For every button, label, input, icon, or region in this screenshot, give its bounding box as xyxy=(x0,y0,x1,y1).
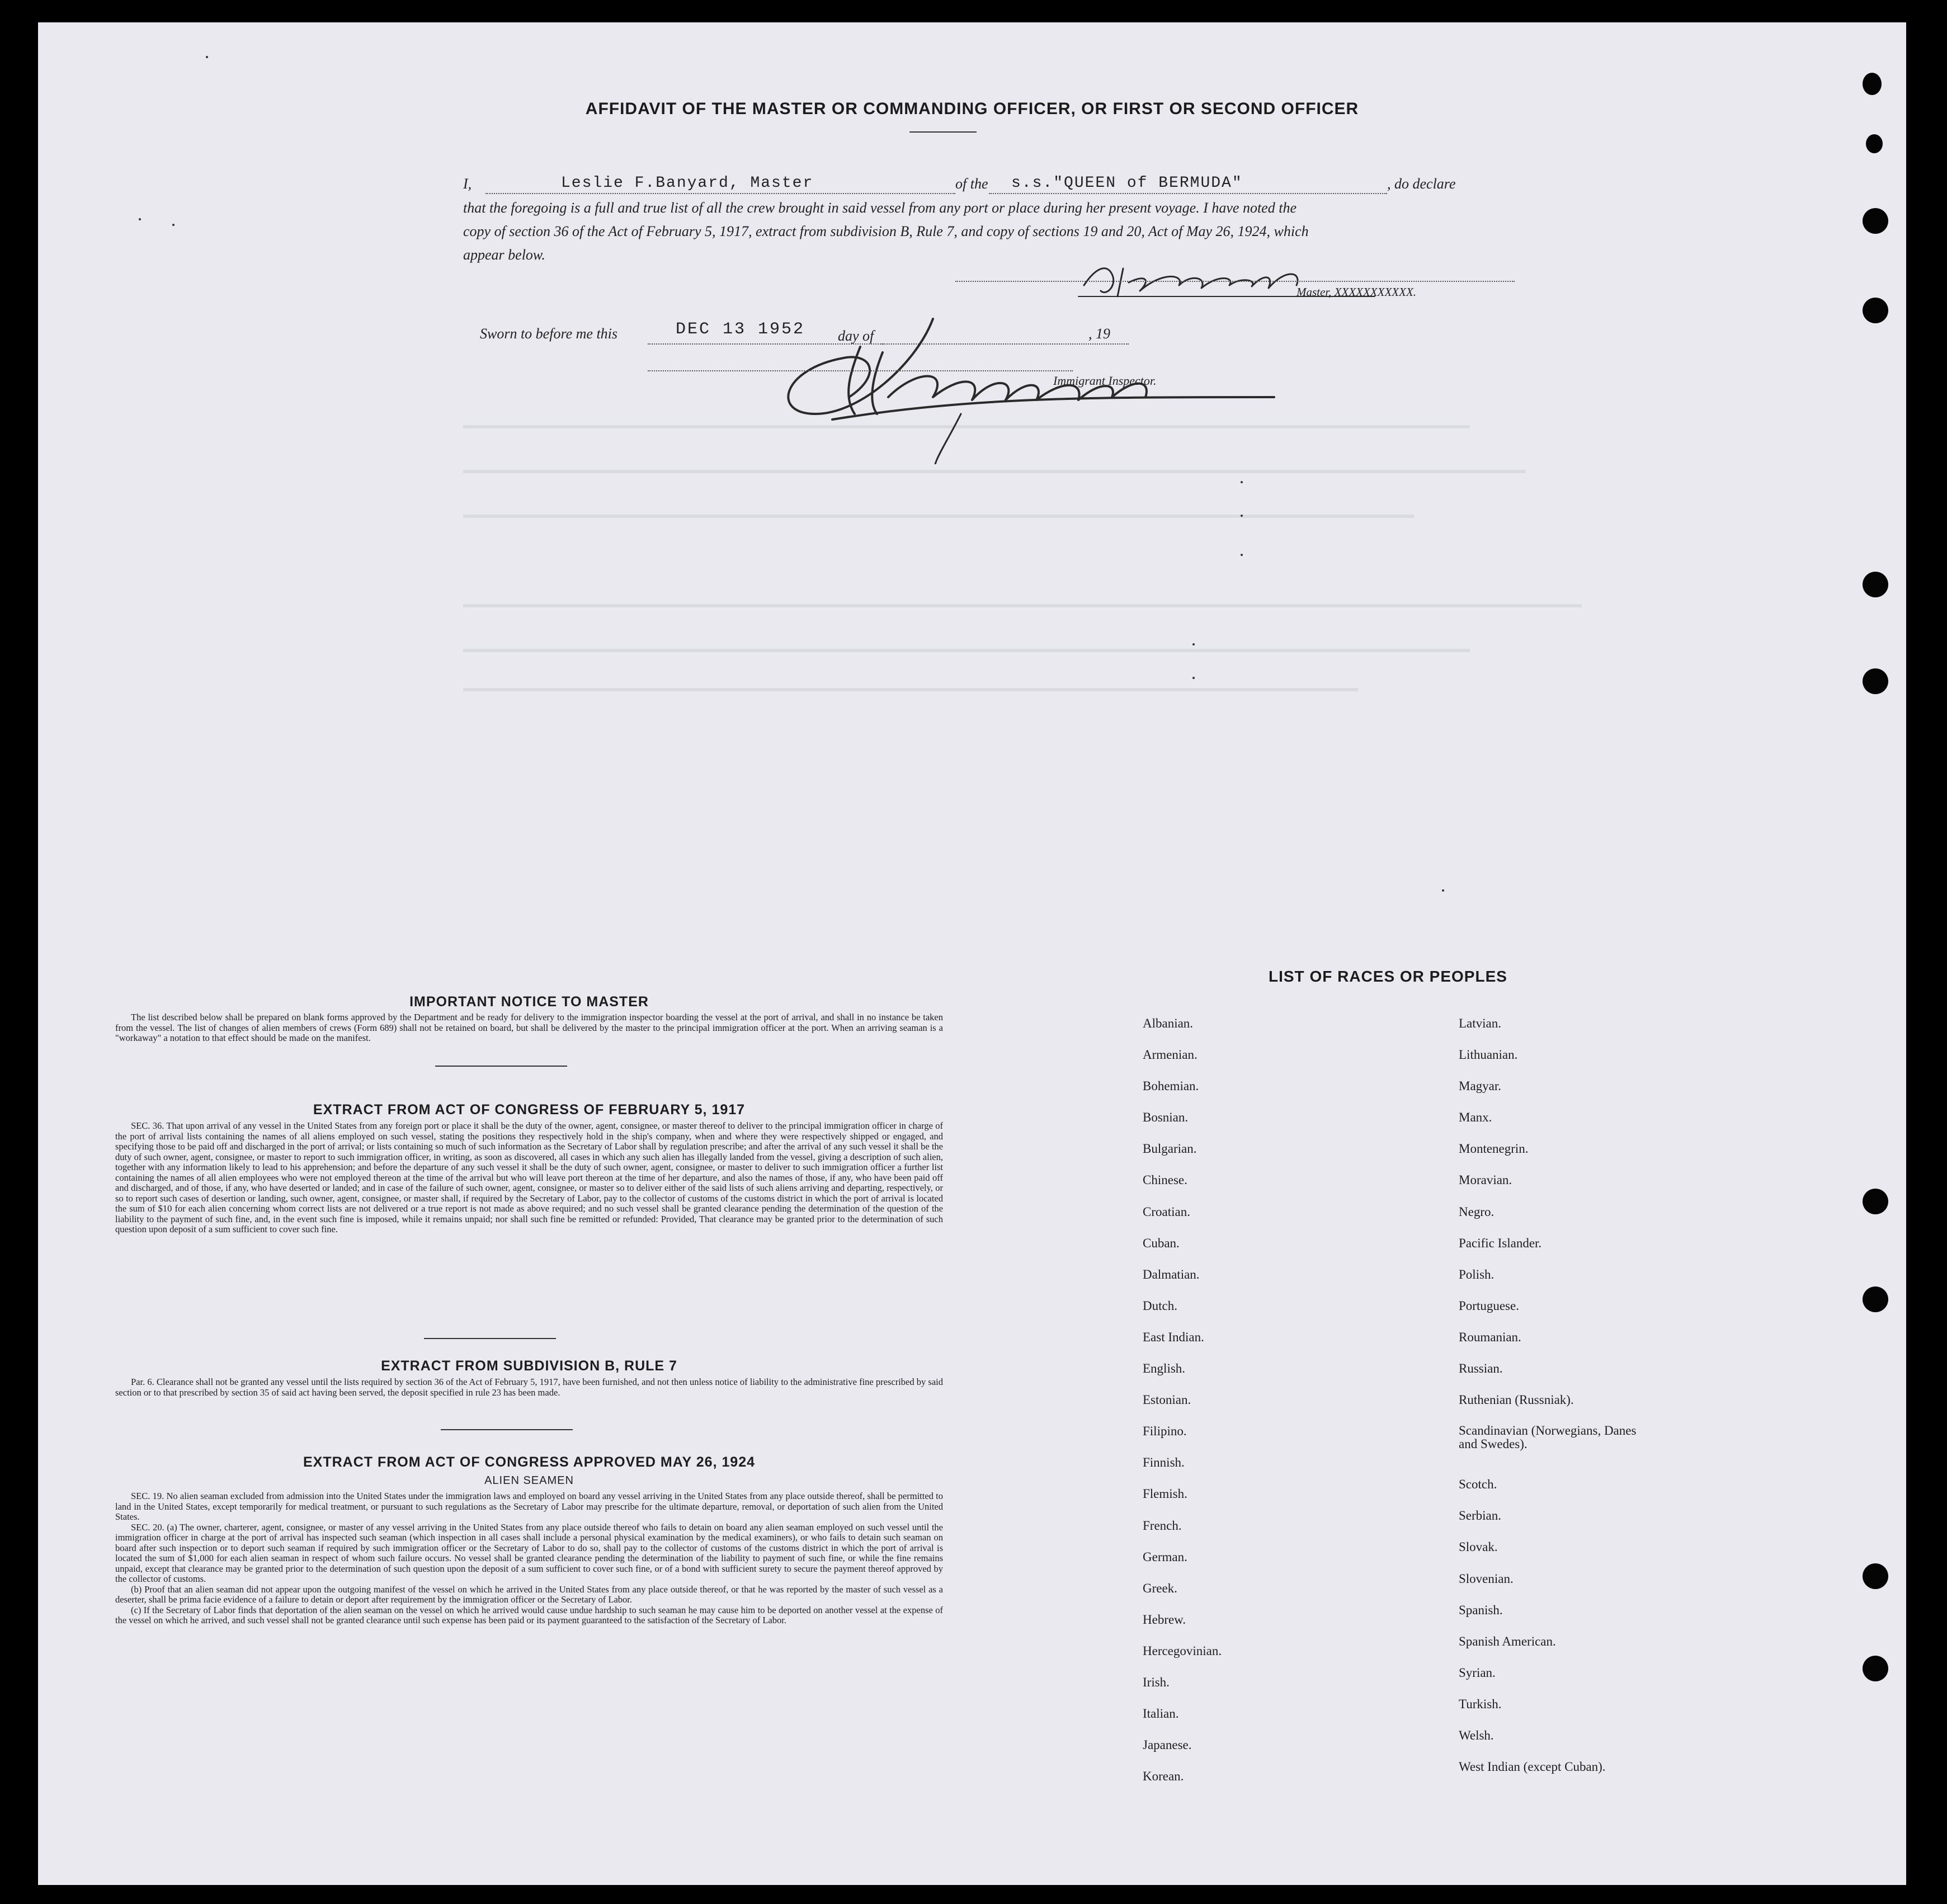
sec-19-text: SEC. 19. No alien seaman excluded from admission into the United States under the immigration laws and employed on board any vessel arriving in the United States from any place outside thereof, shall be permitted to land in the United States, except temporarily for medical treatment, or pursuant to such regulations as the Secretary of Labor may prescribe for the ultimate departure, removal, or deportation of such alien from the United States. xyxy=(115,1491,943,1522)
declaration-line-3: copy of section 36 of the Act of February 5, 1917, extract from subdivision B, Rule 7, and copy of sections 19 and 20, Act of May 26, 1924, which xyxy=(463,223,1309,239)
notice-text: The list described below shall be prepared on blank forms approved by the Department and be ready for delivery to the immigration inspector boarding the vessel at the port of arrival, and shall in no instance be taken from the vessel. The list of changes of alien members of crews (Form 689) shall not be retained on board, but shall be delivered by the master to the principal immigration officer at the port. When an arriving seaman is a "workaway" a notation to that effect should be made on the manifest. xyxy=(115,1012,943,1043)
rule7-text: Par. 6. Clearance shall not be granted any vessel until the lists required by section 36 of the Act of February 5, 1917, have been furnished, and not then unless notice of liability to the administrative fine prescribed by said section or to that prescribed by section 35 of said act having been served, the deposit specified in rule 23 has been made. xyxy=(115,1377,943,1398)
sworn-label: Sworn to before me this xyxy=(480,326,618,342)
race-item: Turkish. xyxy=(1459,1696,1502,1711)
extract-rule7-body xyxy=(115,1377,943,1398)
title-divider xyxy=(909,131,977,133)
race-item: Latvian. xyxy=(1459,1016,1501,1030)
race-item: Serbian. xyxy=(1459,1509,1502,1523)
race-item: Armenian. xyxy=(1143,1048,1198,1062)
race-item: Estonian. xyxy=(1143,1393,1191,1407)
section-36-text: SEC. 36. That upon arrival of any vessel in the United States from any foreign port or place it shall be the duty of the owner, agent, consignee, or master thereof to deliver to the principal immigration officer in charge of the port of arrival lists containing the names of all aliens employed on such vessel, stating the positions they respectively hold in the ship's company, when and where they were respectively shipped or engaged, and specifying those to be paid off and discharged in the port of arrival; or lists containing so much of such information as the Secretary of Labor shall by regulation prescribe; and after the arrival of any such vessel it shall be the duty of such owner, agent, consignee, or master to report to such immigration officer, in writing, as soon as discovered, all cases in which any such alien has illegally landed from the vessel, giving a description of such alien, together with any information likely to lead to his apprehension; and before the departure of any such vessel it shall be the duty of such owner, agent, consignee, or master to deliver to such immigration officer a further list containing the names of all alien employees who were not employed thereon at the time of the arrival but who will leave port thereon at the time of her departure, and also the names of those, if any, who have been paid off and discharged, and of those, if any, who have deserted or landed; and in case of the failure of such owner, agent, consignee, or master so to deliver either of the said lists of such aliens arriving and departing, respectively, or so to report such cases of desertion or landing, such owner, agent, consignee, or master shall, if required by the Secretary of Labor, pay to the collector of customs of the customs district in which the port of arrival is located the sum of $10 for each alien concerning whom correct lists are not delivered or a true report is not made as above required; and no such vessel shall be granted clearance pending the determination of the question of the liability to the payment of such fine, and, in the event such fine is imposed, while it remains unpaid; nor shall such fine be remitted or refunded: Provided, That clearance may be granted prior to the determination of such question upon deposit of a sum sufficient to cover such fine. xyxy=(115,1120,943,1234)
race-item: Croatian. xyxy=(1143,1204,1190,1219)
sec-20a-text: SEC. 20. (a) The owner, charterer, agent, consignee, or master of any vessel arriving in the United States from any place outside thereof who fails to detain on board any alien seaman employed on such vessel until the immigration officer in charge at the port of arrival has inspected such seaman (which inspection in all cases shall include a personal physical examination by the medical examiners), or who fails to detain such seaman on board after such inspection or to deport such seaman if required by such immigration officer or the Secretary of Labor to do so, shall pay to the collector of customs of the customs district in which the port of arrival is located the sum of $1,000 for each alien seaman in respect of whom such failure occurs. No vessel shall be granted clearance pending the determination of the liability to payment of such fine, or while the fine remains unpaid, except that clearance may be granted prior to the determination of such question upon the deposit of a sum sufficient to cover such fine, or of a bond with sufficient surety to secure the payment thereof approved by the collector of customs. xyxy=(115,1521,943,1584)
race-item: Bosnian. xyxy=(1143,1110,1189,1125)
race-item: Magyar. xyxy=(1459,1079,1502,1094)
race-item: Italian. xyxy=(1143,1707,1179,1721)
race-item: Flemish. xyxy=(1143,1487,1187,1501)
binder-hole xyxy=(1863,298,1888,323)
sec-20b-text: (b) Proof that an alien seaman did not appear upon the outgoing manifest of the vessel on which he arrived in the United States from any place outside thereof, or that he was reported by the master of such vessel as a deserter, shall be prima facie evidence of a failure to detain or deport after requirement by the immigration officer or the Secretary of Labor. xyxy=(115,1583,943,1605)
inspector-signature xyxy=(748,285,1285,464)
declaration-line-4: appear below. xyxy=(463,247,545,263)
race-item: Roumanian. xyxy=(1459,1330,1521,1344)
vessel-name: s.s."QUEEN of BERMUDA" xyxy=(1011,175,1243,192)
inspector-label: Immigrant Inspector. xyxy=(1053,374,1157,388)
binder-hole xyxy=(1863,73,1882,95)
race-item: Polish. xyxy=(1459,1267,1495,1281)
binder-hole xyxy=(1863,1563,1888,1589)
race-item: Lithuanian. xyxy=(1459,1048,1518,1062)
binder-hole xyxy=(1863,1656,1888,1681)
declaration-line-2: that the foregoing is a full and true list of all the crew brought in said vessel from any port or place during her present voyage. I have noted the xyxy=(463,200,1297,216)
race-item: Dalmatian. xyxy=(1143,1267,1200,1281)
race-item: French. xyxy=(1143,1518,1182,1533)
affidavit-title: AFFIDAVIT OF THE MASTER OR COMMANDING OFFICER, OR FIRST OR SECOND OFFICER xyxy=(585,100,1359,118)
race-item: Hebrew. xyxy=(1143,1612,1186,1627)
binder-hole xyxy=(1863,208,1888,234)
binder-hole xyxy=(1863,1189,1888,1214)
race-item: East Indian. xyxy=(1143,1330,1204,1344)
of-the-label: of the xyxy=(955,176,988,192)
sworn-date-stamp: DEC 13 1952 xyxy=(676,320,805,339)
race-item: Korean. xyxy=(1143,1769,1184,1784)
race-item: Russian. xyxy=(1459,1361,1503,1376)
race-item: Manx. xyxy=(1459,1110,1492,1125)
race-item: Finnish. xyxy=(1143,1455,1185,1470)
race-item: Syrian. xyxy=(1459,1665,1496,1680)
race-item: German. xyxy=(1143,1549,1187,1564)
races-column-1 xyxy=(1143,1016,1222,1801)
races-list-title: LIST OF RACES OR PEOPLES xyxy=(1269,968,1507,985)
race-item: Spanish. xyxy=(1459,1603,1503,1617)
notice-body xyxy=(115,1012,943,1044)
race-item: Cuban. xyxy=(1143,1236,1180,1250)
race-item: Irish. xyxy=(1143,1675,1170,1689)
race-item: Portuguese. xyxy=(1459,1298,1519,1313)
extract-1924-title: EXTRACT FROM ACT OF CONGRESS APPROVED MAY 26, 1924 xyxy=(303,1454,756,1470)
extract-1917-title: EXTRACT FROM ACT OF CONGRESS OF FEBRUARY 5, 1917 xyxy=(313,1102,746,1118)
race-item: English. xyxy=(1143,1361,1186,1376)
master-title-label: Master, XXXXXXXXXXX. xyxy=(1297,285,1417,299)
extract-rule7-title: EXTRACT FROM SUBDIVISION B, RULE 7 xyxy=(381,1358,677,1374)
race-item: Greek. xyxy=(1143,1581,1177,1595)
race-item: Ruthenian (Russniak). xyxy=(1459,1393,1574,1407)
do-declare-label: , do declare xyxy=(1387,176,1456,192)
binder-hole xyxy=(1866,134,1883,153)
race-item: Bulgarian. xyxy=(1143,1142,1197,1156)
race-item: Slovenian. xyxy=(1459,1571,1514,1586)
race-item: Scotch. xyxy=(1459,1477,1497,1492)
binder-hole xyxy=(1863,668,1888,694)
race-item: Scandinavian (Norwegians, Danes and Swedes). xyxy=(1459,1424,1637,1451)
sec-20c-text: (c) If the Secretary of Labor finds that deportation of the alien seaman on the vessel on which he arrived would cause undue hardship to such seaman he may cause him to be deported on another vessel at the expense of the vessel on which he arrived, and such vessel shall not be granted clearance until such expense has been paid or its payment guaranteed to the satisfaction of the Secretary of Labor. xyxy=(115,1604,943,1625)
race-item: Spanish American. xyxy=(1459,1634,1556,1648)
alien-seamen-subtitle: ALIEN SEAMEN xyxy=(484,1474,574,1487)
race-item: Hercegovinian. xyxy=(1143,1643,1222,1658)
race-item: Albanian. xyxy=(1143,1016,1194,1030)
day-of-label: day of xyxy=(838,328,874,344)
race-item: Slovak. xyxy=(1459,1540,1498,1554)
binder-hole xyxy=(1863,1286,1888,1312)
race-item: Pacific Islander. xyxy=(1459,1236,1542,1250)
race-item: Japanese. xyxy=(1143,1738,1192,1752)
race-item: Bohemian. xyxy=(1143,1079,1199,1094)
binder-hole xyxy=(1863,572,1888,597)
race-item: Moravian. xyxy=(1459,1173,1512,1187)
year-label: , 19 xyxy=(1088,326,1110,342)
race-item: Montenegrin. xyxy=(1459,1142,1529,1156)
extract-1924-body xyxy=(115,1491,943,1626)
master-name: Leslie F.Banyard, Master xyxy=(561,175,814,192)
race-item: Filipino. xyxy=(1143,1424,1187,1439)
race-item: Dutch. xyxy=(1143,1298,1177,1313)
race-item: Negro. xyxy=(1459,1204,1495,1219)
declaration-intro: I, xyxy=(463,176,472,192)
race-item: West Indian (except Cuban). xyxy=(1459,1760,1606,1774)
race-item: Welsh. xyxy=(1459,1728,1494,1742)
extract-1917-body xyxy=(115,1121,943,1235)
race-item: Chinese. xyxy=(1143,1173,1187,1187)
races-column-2 xyxy=(1459,1016,1638,1791)
notice-title: IMPORTANT NOTICE TO MASTER xyxy=(409,994,649,1010)
document-page xyxy=(38,22,1906,1885)
